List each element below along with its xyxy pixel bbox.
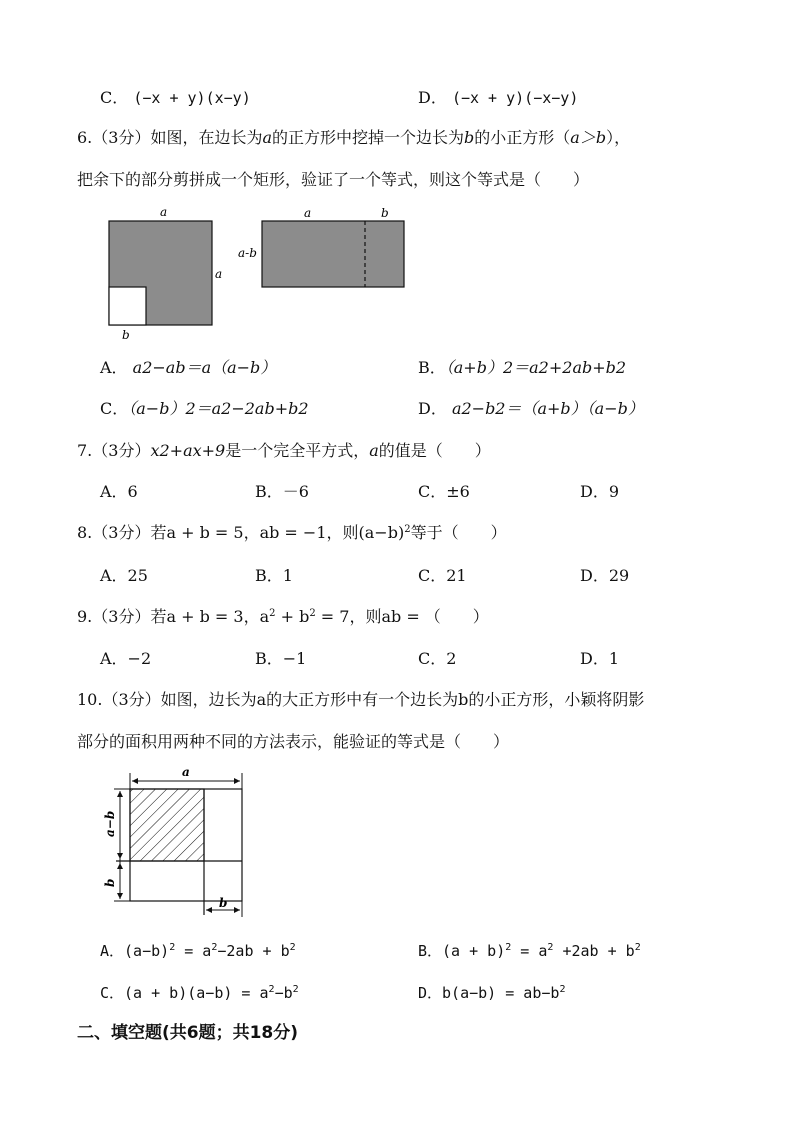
q10-option-a-part2: = a bbox=[175, 942, 212, 960]
q5-option-d bbox=[418, 88, 578, 108]
q8-stem-part2: 等于（ ） bbox=[410, 523, 507, 542]
q6-option-a bbox=[100, 358, 276, 378]
q6-stem-part4: ）， bbox=[606, 128, 631, 147]
q8-sup: 2 bbox=[404, 524, 411, 535]
q5-option-d-label: D． bbox=[418, 88, 447, 107]
q10-option-b-sup3: 2 bbox=[634, 942, 641, 953]
q10-fig-shaded-region bbox=[130, 789, 204, 861]
q6-var-a: a bbox=[262, 128, 272, 147]
section-2-title: 二、填空题(共6题；共18分) bbox=[77, 1023, 299, 1043]
q10-option-a-sup2: 2 bbox=[211, 942, 218, 953]
q6-option-b-expr: （a+b）2＝a2+2ab+b2 bbox=[445, 358, 627, 377]
q10-option-c-sup2: 2 bbox=[292, 984, 299, 995]
q7-stem-part3: 的值是（ ） bbox=[378, 441, 491, 460]
q9-stem-part3: = 7，则ab = （ ） bbox=[315, 607, 489, 626]
q7-option-d: D．9 bbox=[580, 482, 620, 501]
q7-stem-part2: 是一个完全平方式， bbox=[225, 441, 370, 460]
q6-fig-rectangle bbox=[262, 221, 404, 287]
q6-fig-left-side-label: a bbox=[215, 267, 223, 281]
q10-option-b-sup2: 2 bbox=[547, 942, 554, 953]
q10-option-b-part2: = a bbox=[511, 942, 548, 960]
q10-fig-left-arrow-bottom bbox=[117, 893, 123, 899]
q7-expr: x2+ax+9 bbox=[150, 441, 226, 460]
q6-fig-small-square bbox=[109, 287, 146, 325]
q6-stem-part2: 的正方形中挖掉一个边长为 bbox=[272, 128, 465, 147]
q10-option-c-part2: −b bbox=[274, 984, 293, 1002]
q6-fig-left-bottom-label: b bbox=[122, 328, 130, 342]
q6-fig-right-top-b: b bbox=[381, 206, 389, 220]
q7-var-a: a bbox=[369, 441, 379, 460]
q10-stem-line2: 部分的面积用两种不同的方法表示，能验证的等式是（ ） bbox=[77, 732, 510, 751]
q5-option-c-expr: (−x + y)(x−y) bbox=[133, 89, 251, 107]
q6-option-a-expr: a2−ab＝a（a−b） bbox=[132, 358, 277, 377]
q10-fig-top-arrow-left bbox=[132, 778, 138, 784]
q9-sup2: 2 bbox=[309, 608, 316, 619]
q10-option-c-label: C． bbox=[100, 984, 125, 1002]
q6-option-b bbox=[418, 358, 626, 378]
q10-fig-bottom-arrow-right bbox=[234, 907, 240, 913]
q10-option-a-label: A． bbox=[100, 942, 125, 960]
q9-sup1: 2 bbox=[269, 608, 276, 619]
q9-option-a: A．−2 bbox=[100, 649, 152, 668]
q10-option-d-sup1: 2 bbox=[559, 984, 566, 995]
q7-option-c: C．±6 bbox=[418, 482, 470, 501]
q6-option-b-label: B． bbox=[418, 358, 446, 377]
q10-fig-left-arrow-top bbox=[117, 791, 123, 797]
q6-option-c-expr: （a−b）2＝a2−2ab+b2 bbox=[128, 399, 309, 418]
q7-option-b: B．－6 bbox=[255, 482, 309, 501]
q9-option-b: B．−1 bbox=[255, 649, 307, 668]
q10-option-b-sup1: 2 bbox=[505, 942, 512, 953]
q7-stem bbox=[77, 441, 491, 461]
q6-stem-line2: 把余下的部分剪拼成一个矩形，验证了一个等式，则这个等式是（ ） bbox=[77, 170, 590, 189]
q10-option-d-part1: b(a−b) = ab−b bbox=[442, 984, 560, 1002]
q10-option-a bbox=[100, 941, 296, 961]
q6-stem-part1: 6.（3分）如图，在边长为 bbox=[77, 128, 263, 147]
q10-option-d bbox=[418, 983, 565, 1003]
q10-option-a-sup3: 2 bbox=[289, 942, 296, 953]
q10-option-b bbox=[418, 941, 641, 961]
q10-fig-bottom-arrow-left bbox=[206, 907, 212, 913]
q10-fig-side-label-2: b bbox=[103, 878, 117, 887]
q8-option-c: C．21 bbox=[418, 566, 467, 585]
q10-option-b-part3: +2ab + b bbox=[553, 942, 635, 960]
q6-fig-left-top-label: a bbox=[160, 205, 168, 219]
q10-option-c-sup1: 2 bbox=[268, 984, 275, 995]
q10-option-b-part1: (a + b) bbox=[442, 942, 506, 960]
q7-option-a: A．6 bbox=[100, 482, 138, 501]
q9-stem-part1: 9.（3分）若a + b = 3，a bbox=[77, 607, 270, 626]
q6-option-d-label: D． bbox=[418, 399, 447, 418]
q10-option-c bbox=[100, 983, 299, 1003]
q5-option-d-expr: (−x + y)(−x−y) bbox=[451, 89, 579, 107]
q6-stem-part3: 的小正方形（ bbox=[474, 128, 571, 147]
q10-option-b-label: B． bbox=[418, 942, 443, 960]
q6-option-c bbox=[100, 399, 309, 419]
q8-stem bbox=[77, 523, 507, 543]
q10-stem-line1: 10.（3分）如图，边长为a的大正方形中有一个边长为b的小正方形，小颖将阴影 bbox=[77, 690, 645, 709]
q10-figure bbox=[100, 765, 260, 929]
q10-option-a-part3: −2ab + b bbox=[217, 942, 290, 960]
q10-fig-left-arrow-mid-up bbox=[117, 853, 123, 859]
q5-option-c bbox=[100, 88, 251, 108]
q10-fig-top-label: a bbox=[182, 765, 190, 779]
q6-fig-right-side-label: a-b bbox=[238, 246, 257, 260]
q9-option-d: D．1 bbox=[580, 649, 620, 668]
q6-fig-right-top-a: a bbox=[304, 206, 312, 220]
q6-figure bbox=[100, 200, 420, 349]
q10-option-a-part1: (a−b) bbox=[124, 942, 170, 960]
q6-condition: a＞b bbox=[570, 128, 607, 147]
q9-stem bbox=[77, 607, 489, 627]
q10-fig-bottom-label: b bbox=[219, 896, 228, 910]
q10-fig-top-arrow-right bbox=[234, 778, 240, 784]
q8-option-b: B．1 bbox=[255, 566, 293, 585]
q6-option-d-expr: a2−b2＝（a+b）（a−b） bbox=[451, 399, 644, 418]
q6-option-a-label: A． bbox=[100, 358, 128, 377]
q10-option-a-sup1: 2 bbox=[169, 942, 176, 953]
q10-option-d-label: D． bbox=[418, 984, 443, 1002]
q10-option-c-part1: (a + b)(a−b) = a bbox=[124, 984, 269, 1002]
q6-var-b: b bbox=[464, 128, 475, 147]
q6-option-d bbox=[418, 399, 644, 419]
q10-fig-left-arrow-mid-down bbox=[117, 863, 123, 869]
q8-option-a: A．25 bbox=[100, 566, 148, 585]
q10-fig-side-label-1: a−b bbox=[103, 810, 117, 837]
q9-option-c: C．2 bbox=[418, 649, 457, 668]
q6-option-c-label: C． bbox=[100, 399, 129, 418]
q5-option-c-label: C． bbox=[100, 88, 129, 107]
q9-stem-part2: + b bbox=[275, 607, 310, 626]
q7-stem-part1: 7.（3分） bbox=[77, 441, 151, 460]
q8-stem-part1: 8.（3分）若a + b = 5，ab = −1，则(a−b) bbox=[77, 523, 405, 542]
q6-stem bbox=[77, 128, 630, 148]
q8-option-d: D．29 bbox=[580, 566, 630, 585]
